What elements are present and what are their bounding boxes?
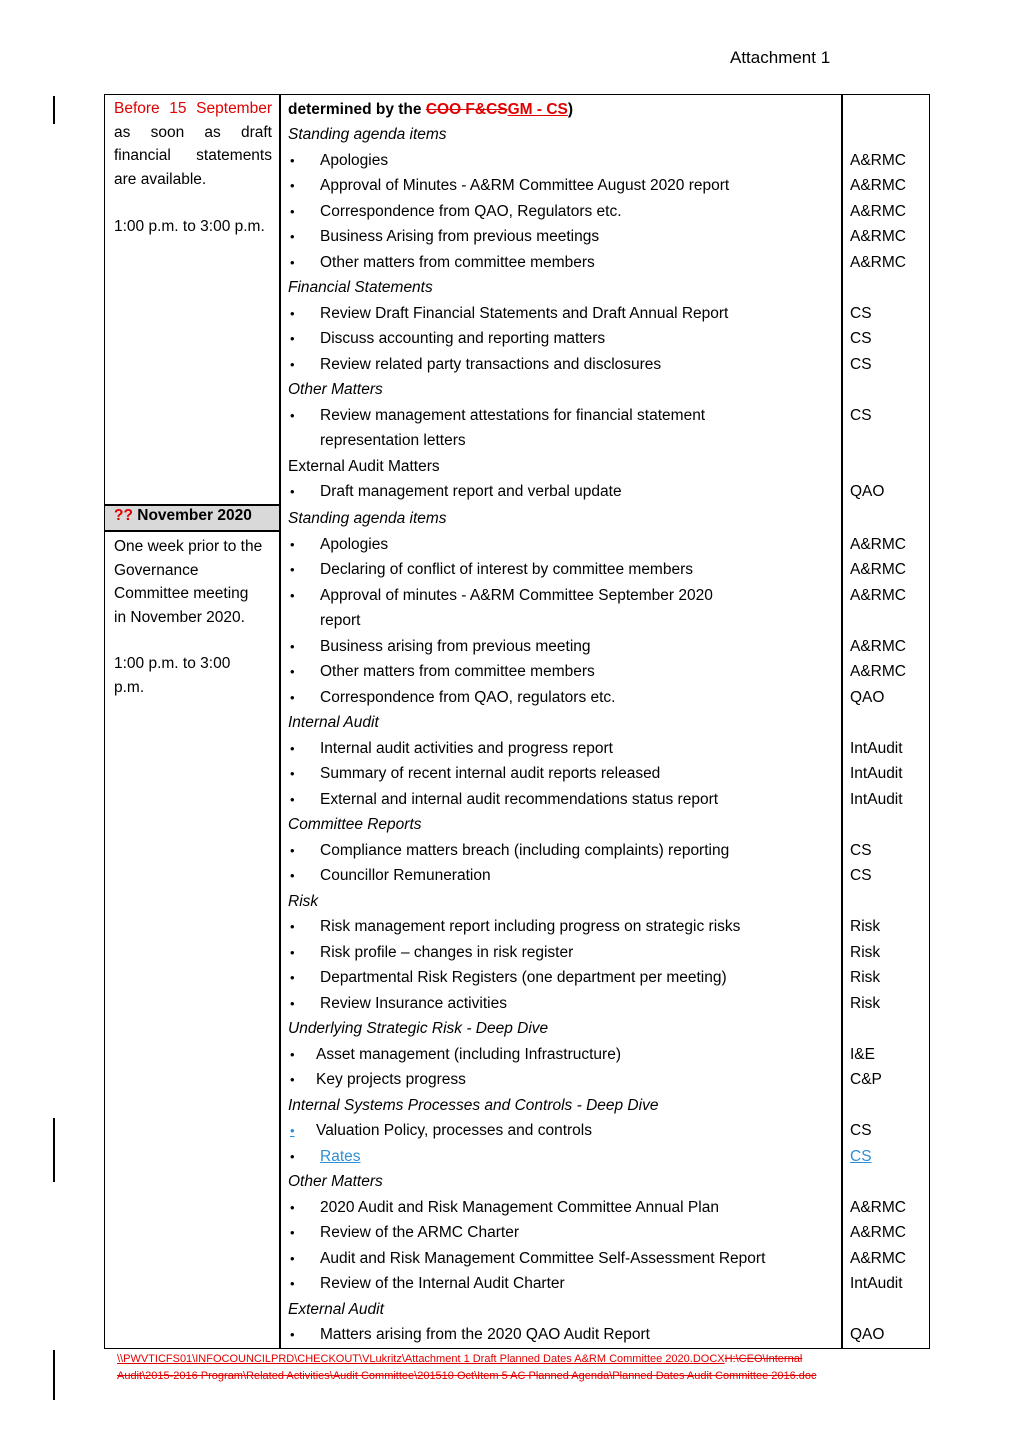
agenda-row: [288, 812, 928, 838]
agenda-item: Apologies: [320, 151, 389, 169]
bullet-icon: •: [290, 203, 295, 219]
agenda-row: [288, 199, 928, 225]
responsible-owner: CS: [850, 355, 872, 373]
bullet-icon: •: [290, 689, 295, 705]
agenda-row: [288, 965, 928, 991]
responsible-owner: QAO: [850, 688, 885, 706]
section-heading: Committee Reports: [288, 816, 422, 833]
agenda-item: External and internal audit recommendations status report: [320, 790, 719, 808]
meeting2-time: 1:00 p.m. to 3:00 p.m.: [114, 655, 231, 696]
bullet-icon: •: [290, 305, 295, 321]
bullet-icon: •: [290, 791, 295, 807]
agenda-row: [288, 479, 928, 505]
agenda-item: Other matters from committee members: [320, 663, 595, 680]
responsible-owner: CS: [850, 841, 872, 859]
meeting2-header-marks: ??: [114, 507, 133, 524]
responsible-owner: CS: [850, 1147, 872, 1165]
agenda-item: Approval of minutes - A&RM Committee September 2020: [320, 586, 713, 604]
responsible-owner: CS: [850, 867, 872, 884]
responsible-owner: CS: [850, 406, 872, 424]
agenda-row: [288, 173, 928, 199]
responsible-owner: A&RMC: [850, 586, 906, 604]
bullet-icon: •: [290, 356, 295, 372]
agenda-item: Review management attestations for financial statement: [320, 406, 706, 424]
top-line-suffix: ): [567, 101, 574, 118]
agenda-row: [288, 532, 928, 558]
bullet-icon: •: [290, 638, 295, 654]
bullet-icon: •: [290, 178, 295, 193]
agenda-item: Key projects progress: [316, 1071, 466, 1088]
bullet-icon: •: [290, 331, 295, 346]
section-heading: Risk: [288, 892, 319, 910]
top-line-inserted: GM - CS: [507, 101, 568, 118]
meeting1-time: 1:00 p.m. to 3:00 p.m.: [114, 218, 265, 235]
responsible-owner: IntAudit: [850, 739, 903, 757]
bullet-icon: •: [290, 842, 295, 858]
meeting1-top-line: [288, 97, 928, 123]
agenda-row: [288, 1322, 928, 1348]
agenda-item: Departmental Risk Registers (one department per meeting): [320, 969, 727, 986]
agenda-row: [288, 122, 928, 148]
agenda-row: [288, 1169, 928, 1195]
agenda-row: [288, 377, 928, 403]
agenda-row: [288, 1297, 928, 1323]
agenda-item: Compliance matters breach (including complaints) reporting: [320, 841, 730, 859]
agenda-row: [288, 506, 928, 532]
agenda-item: Discuss accounting and reporting matters: [320, 330, 606, 347]
agenda-row: [288, 224, 928, 250]
row-divider: [105, 504, 280, 506]
bullet-icon: •: [290, 1276, 295, 1291]
responsible-owner: A&RMC: [850, 535, 906, 553]
agenda-row: [288, 889, 928, 915]
section-heading: Other Matters: [288, 381, 383, 398]
agenda-row: [288, 148, 928, 174]
agenda-item: Review Draft Financial Statements and Draft Annual Report: [320, 304, 729, 322]
agenda-row: [288, 1271, 928, 1297]
attachment-label: Attachment 1: [730, 48, 831, 67]
bullet-icon: •: [290, 919, 295, 934]
change-bar: [53, 1350, 55, 1400]
agenda-row: [288, 736, 928, 762]
responsible-owner: A&RMC: [850, 663, 906, 680]
responsible-owner: Risk: [850, 969, 881, 986]
bullet-icon: •: [290, 740, 295, 756]
agenda-row: [288, 608, 928, 634]
agenda-row: [288, 403, 928, 429]
bullet-icon: •: [290, 1250, 295, 1266]
responsible-owner: IntAudit: [850, 765, 903, 782]
agenda-item: Declaring of conflict of interest by committee members: [320, 561, 693, 578]
bullet-icon: •: [290, 229, 295, 244]
agenda-item: representation letters: [320, 432, 466, 449]
agenda-row: [288, 634, 928, 660]
responsible-owner: Risk: [850, 918, 881, 935]
top-line-deleted: COO F&CS: [425, 101, 508, 118]
agenda-row: [288, 761, 928, 787]
agenda-row: [288, 301, 928, 327]
meeting1-condition: as soon as draft financial statements are available.: [114, 123, 272, 188]
agenda-item: Review related party transactions and disclosures: [320, 355, 662, 373]
top-line-prefix: determined by the: [288, 101, 426, 118]
agenda-item: Correspondence from QAO, Regulators etc.: [320, 202, 622, 220]
row-divider: [105, 530, 280, 532]
bullet-icon: •: [290, 254, 295, 270]
agenda-row: [288, 685, 928, 711]
agenda-item: Rates: [320, 1147, 361, 1165]
responsible-owner: Risk: [850, 994, 881, 1012]
responsible-owner: A&RMC: [850, 151, 906, 169]
bullet-icon: •: [290, 1072, 295, 1087]
agenda-item: Councillor Remuneration: [320, 867, 491, 884]
responsible-owner: CS: [850, 330, 872, 347]
responsible-owner: QAO: [850, 1326, 885, 1343]
responsible-owner: A&RMC: [850, 637, 906, 655]
responsible-owner: Risk: [850, 943, 881, 961]
agenda-item: Audit and Risk Management Committee Self-Assessment Report: [320, 1249, 766, 1267]
agenda-item: Review of the ARMC Charter: [320, 1224, 519, 1241]
agenda-row: [288, 1195, 928, 1221]
agenda-row: [288, 863, 928, 889]
meeting2-header-text: November 2020: [137, 507, 252, 524]
bullet-icon: •: [290, 587, 295, 603]
responsible-owner: A&RMC: [850, 1224, 906, 1241]
responsible-owner: A&RMC: [850, 202, 906, 220]
bullet-icon: •: [290, 944, 295, 960]
agenda-row: [288, 454, 928, 480]
responsible-owner: A&RMC: [850, 1249, 906, 1267]
agenda-row: [288, 326, 928, 352]
agenda-item: Asset management (including Infrastructure): [316, 1045, 621, 1063]
section-heading: Standing agenda items: [288, 510, 447, 527]
bullet-icon: •: [290, 1225, 295, 1240]
bullet-icon: •: [290, 995, 295, 1011]
section-heading: Financial Statements: [288, 279, 433, 296]
section-heading: Other Matters: [288, 1173, 383, 1190]
footer-deleted-path: H:\CEO\Internal Audit\2015-2016 Program\Related Activities\Audit Committee\201510 Oct\Item 5 AC Planned Agenda\Planned Dates Audit Committee 2016.doc: [117, 1353, 817, 1382]
agenda-item: Review Insurance activities: [320, 994, 507, 1012]
agenda-row: [288, 1042, 928, 1068]
responsible-owner: I&E: [850, 1045, 875, 1063]
agenda-item: Matters arising from the 2020 QAO Audit Report: [320, 1326, 650, 1343]
bullet-icon: •: [290, 1123, 295, 1138]
agenda-item: Draft management report and verbal update: [320, 483, 622, 500]
footer-inserted-path: \\PWVTICFS01\INFOCOUNCILPRD\CHECKOUT\VLukritz\Attachment 1 Draft Planned Dates A&RM Committee 2020.DOCX: [117, 1353, 725, 1365]
responsible-owner: C&P: [850, 1071, 882, 1088]
agenda-row: [288, 557, 928, 583]
column-divider: [279, 95, 281, 1348]
agenda-item: Valuation Policy, processes and controls: [316, 1122, 592, 1139]
agenda-row: [288, 1016, 928, 1042]
agenda-item: Business Arising from previous meetings: [320, 228, 600, 245]
agenda-item: Other matters from committee members: [320, 253, 595, 271]
agenda-item: Risk management report including progress on strategic risks: [320, 918, 741, 935]
bullet-icon: •: [290, 1327, 295, 1342]
agenda-row: [288, 940, 928, 966]
meeting1-deadline: Before 15 September: [114, 100, 272, 117]
bullet-icon: •: [290, 407, 295, 423]
agenda-row: [288, 710, 928, 736]
section-heading: External Audit: [288, 1300, 384, 1318]
agenda-item: Business arising from previous meeting: [320, 637, 591, 655]
meeting2-when: One week prior to the Governance Committee meeting in November 2020.: [114, 538, 263, 626]
responsible-owner: A&RMC: [850, 177, 906, 194]
bullet-icon: •: [290, 1148, 295, 1164]
bullet-icon: •: [290, 484, 295, 499]
bullet-icon: •: [290, 562, 295, 577]
bullet-icon: •: [290, 664, 295, 679]
agenda-row: [288, 1067, 928, 1093]
bullet-icon: •: [290, 970, 295, 985]
agenda-row: [288, 352, 928, 378]
agenda-row: [288, 583, 928, 609]
responsible-owner: IntAudit: [850, 790, 903, 808]
agenda-item: report: [320, 612, 361, 629]
agenda-row: [288, 838, 928, 864]
agenda-row: [288, 1118, 928, 1144]
file-path-footer: [117, 1351, 837, 1384]
responsible-owner: A&RMC: [850, 228, 906, 245]
agenda-row: [288, 1093, 928, 1119]
bullet-icon: •: [290, 1199, 295, 1215]
agenda-row: [288, 1220, 928, 1246]
bullet-icon: •: [290, 152, 295, 168]
agenda-row: [288, 914, 928, 940]
agenda-row: [288, 250, 928, 276]
agenda-row: [288, 659, 928, 685]
responsible-owner: A&RMC: [850, 1198, 906, 1216]
bullet-icon: •: [290, 536, 295, 552]
bullet-icon: •: [290, 766, 295, 781]
responsible-owner: QAO: [850, 483, 885, 500]
agenda-row: [288, 1246, 928, 1272]
meeting1-when: [114, 97, 272, 191]
agenda-item: Approval of Minutes - A&RM Committee August 2020 report: [320, 177, 730, 194]
change-bar: [53, 1118, 55, 1182]
responsible-owner: CS: [850, 1122, 872, 1139]
section-heading: Internal Audit: [288, 714, 379, 731]
agenda-item: 2020 Audit and Risk Management Committee Annual Plan: [320, 1198, 719, 1216]
agenda-row: [288, 991, 928, 1017]
section-heading: Standing agenda items: [288, 126, 447, 143]
agenda-item: Risk profile – changes in risk register: [320, 943, 574, 961]
section-heading: External Audit Matters: [288, 457, 440, 475]
responsible-owner: IntAudit: [850, 1275, 903, 1292]
agenda-row: [288, 275, 928, 301]
meeting2-header: [114, 507, 252, 525]
change-bar: [53, 96, 55, 124]
section-heading: Underlying Strategic Risk - Deep Dive: [288, 1020, 549, 1037]
responsible-owner: A&RMC: [850, 561, 906, 578]
section-heading: Internal Systems Processes and Controls - Deep Dive: [288, 1096, 659, 1114]
agenda-row: [288, 428, 928, 454]
agenda-item: Apologies: [320, 535, 389, 553]
agenda-item: Internal audit activities and progress report: [320, 739, 613, 757]
agenda-row: [288, 1144, 928, 1170]
responsible-owner: CS: [850, 304, 872, 322]
bullet-icon: •: [290, 1046, 295, 1062]
agenda-row: [288, 787, 928, 813]
agenda-item: Correspondence from QAO, regulators etc.: [320, 688, 616, 706]
agenda-item: Review of the Internal Audit Charter: [320, 1275, 565, 1292]
bullet-icon: •: [290, 868, 295, 883]
responsible-owner: A&RMC: [850, 253, 906, 271]
agenda-item: Summary of recent internal audit reports released: [320, 765, 661, 782]
